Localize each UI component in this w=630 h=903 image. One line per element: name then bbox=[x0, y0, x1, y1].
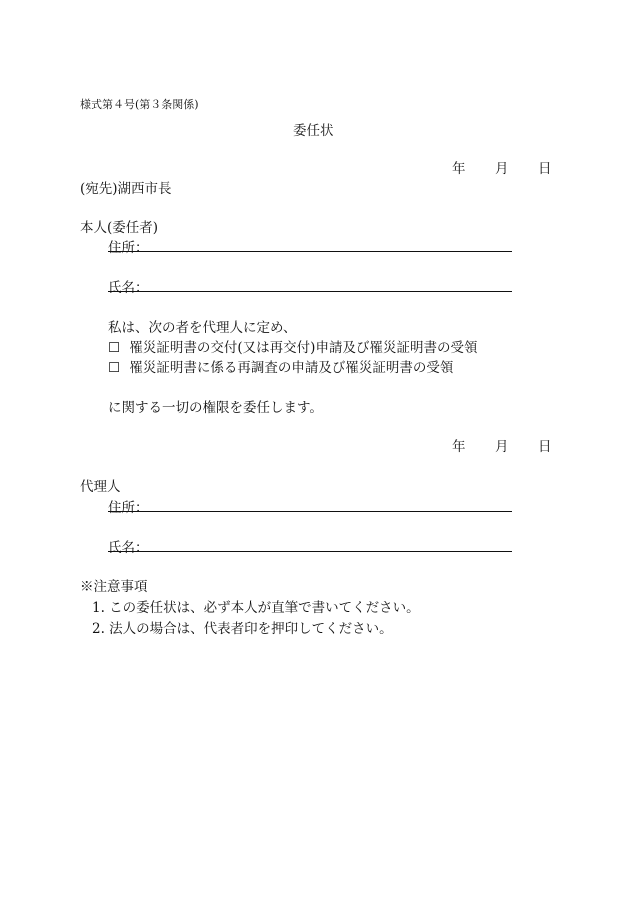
body-intro: 私は、次の者を代理人に定め、 bbox=[108, 320, 297, 336]
option-checkbox[interactable]: ☐ bbox=[108, 340, 121, 356]
principal-heading: 本人(委任者) bbox=[80, 220, 159, 236]
principal-name-field[interactable] bbox=[108, 291, 512, 292]
option-text: 罹災証明書に係る再調査の申請及び罹災証明書の受領 bbox=[129, 360, 454, 376]
body-closing: に関する一切の権限を委任します。 bbox=[108, 400, 323, 416]
addressee: (宛先)湖西市長 bbox=[80, 181, 172, 197]
date-month: 月 bbox=[495, 161, 509, 177]
option-checkbox[interactable]: ☐ bbox=[108, 360, 121, 376]
notes-item: 1. この委任状は、必ず本人が直筆で書いてください。 bbox=[92, 600, 420, 616]
agent-heading: 代理人 bbox=[80, 479, 121, 495]
form-number: 様式第４号(第３条関係) bbox=[80, 98, 199, 111]
option-item bbox=[108, 336, 477, 356]
document-title: 委任状 bbox=[293, 123, 334, 139]
date-month: 月 bbox=[495, 439, 509, 455]
agent-name-label: 氏名： bbox=[108, 540, 149, 556]
agent-name-field[interactable] bbox=[108, 551, 512, 552]
date-year: 年 bbox=[452, 439, 466, 455]
principal-address-label: 住所： bbox=[108, 240, 149, 256]
option-text: 罹災証明書の交付(又は再交付)申請及び罹災証明書の受領 bbox=[129, 340, 478, 356]
notes-item: 2. 法人の場合は、代表者印を押印してください。 bbox=[92, 621, 393, 637]
date-day: 日 bbox=[538, 439, 552, 455]
date-day: 日 bbox=[538, 161, 552, 177]
date-year: 年 bbox=[452, 161, 466, 177]
agent-address-field[interactable] bbox=[108, 511, 512, 512]
agent-address-label: 住所： bbox=[108, 500, 149, 516]
option-item bbox=[108, 356, 453, 376]
principal-name-label: 氏名： bbox=[108, 280, 149, 296]
notes-heading: ※注意事項 bbox=[80, 579, 148, 595]
principal-address-field[interactable] bbox=[108, 251, 512, 252]
